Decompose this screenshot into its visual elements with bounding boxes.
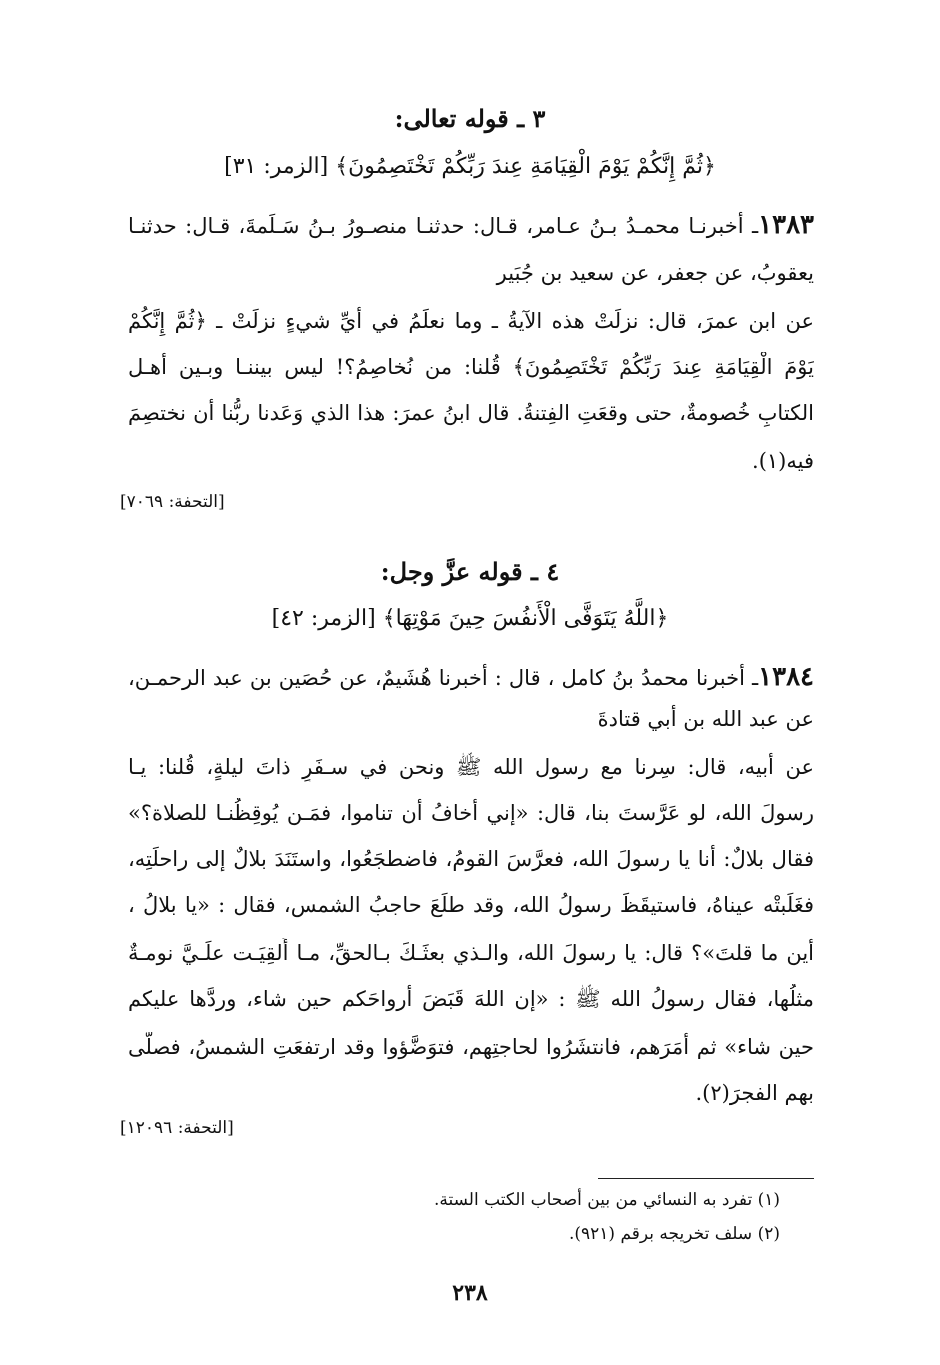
hadith-1383-line-5: الكتابِ خُصومةٌ، حتى وقعَتِ الفِتنةُ. قال ابنُ عمرَ: هذا الذي وَعَدنا ربُّنا أن نختصِمَ (128, 401, 814, 425)
hadith-1383-number: ١٣٨٣ (758, 210, 814, 240)
hadith-1383-line-4: يَوْمَ الْقِيَامَةِ عِندَ رَبِّكُمْ تَخْتَصِمُونَ﴾ قُلنا: من نُخاصِمُ؟! ليس بيننـا وبـين أهـل (128, 355, 814, 379)
hadith-1384-line-5: فقال بلالٌ: أنا يا رسولَ الله، فعرَّسَ القومُ، فاضطجَعُوا، واستَنَدَ بلالٌ إلى راحلَتِه، (128, 847, 814, 871)
page-number: ٢٣٨ (452, 1280, 488, 1306)
section-3-heading: ٣ ـ قوله تعالى: (394, 104, 546, 133)
hadith-1383-line-1: ١٣٨٣ـ أخبرنـا محمـدُ بـنُ عـامر، قـال: حدثنـا منصـورُ بـنُ سَـلَمةَ، قـال: حدثنـا (128, 210, 814, 240)
hadith-1384-line-1: ١٣٨٤ـ أخبرنا محمدُ بنُ كامل ، قال : أخبرنا هُشَيمٌ، عن حُصَين بن عبد الرحمـن، (128, 662, 814, 692)
hadith-1383-tuhfa-ref: [التحفة: ٧٠٦٩] (120, 492, 225, 512)
hadith-1384-line-9: حين شاء» ثم أمَرَهم، فانتشَرُوا لحاجتِهم، فتوَضَّؤوا وقد ارتفعَتِ الشمسُ، فصلَّى (128, 1035, 814, 1059)
hadith-1384-line-3: عن أبيه، قال: سِرنا مع رسول الله ﷺ ونحن في سـفَرٍ ذاتَ ليلةٍ، قُلنا: يـا (128, 755, 814, 779)
hadith-1383-line-3: عن ابن عمرَ، قال: نزلَتْ هذه الآيةُ ـ وما نعلَمُ في أيِّ شيءٍ نزلَتْ ـ ﴿ثُمَّ إِنَّكُمْ (128, 309, 814, 333)
hadith-1384-number: ١٣٨٤ (758, 662, 814, 692)
footnote-2: (٢) سلف تخريجه برقم (٩٢١). (568, 1224, 780, 1244)
hadith-1384-line-6: فغَلَبتْه عيناهُ، فاستيقَظَ رسولُ الله، وقد طلَعَ حاجبُ الشمس، فقال : «يا بلالُ ، (128, 893, 814, 917)
hadith-1384-line-7: أين ما قلتَ»؟ قال: يا رسولَ الله، والـذي بعثَـكَ بـالحقِّ، مـا أُلقِيَـت علَـيَّ نومـةٌ (128, 941, 814, 965)
hadith-1383-line-6: فيه(١). (752, 449, 814, 473)
section-4-verse: ﴿اللَّهُ يَتَوَفَّى الْأَنفُسَ حِينَ مَوْتِهَا﴾ [الزمر: ٤٢] (271, 606, 669, 631)
hadith-1384-line-4: رسولَ الله، لو عَرَّستَ بنا، قال: «إني أخافُ أن تناموا، فمَـن يُوقِظُنـا للصلاة؟» (128, 801, 814, 825)
footnote-divider (598, 1178, 814, 1179)
footnote-1: (١) تفرد به النسائي من بين أصحاب الكتب الستة. (433, 1190, 780, 1210)
hadith-1383-line-2: يعقوبُ، عن جعفر، عن سعيد بن جُبَير (496, 261, 814, 285)
hadith-1384-line-10: بهم الفجرَ(٢). (695, 1081, 814, 1105)
hadith-1384-line-8: مثلُها، فقال رسولُ الله ﷺ : «إن اللهَ قَبَضَ أرواحَكم حين شاء، وردَّها عليكم (128, 987, 814, 1011)
section-3-verse: ﴿ثُمَّ إِنَّكُمْ يَوْمَ الْقِيَامَةِ عِندَ رَبِّكُمْ تَخْتَصِمُونَ﴾ [الزمر: ٣١] (224, 154, 716, 179)
section-4-heading: ٤ ـ قوله عزَّ وجل: (380, 557, 560, 586)
hadith-1384-tuhfa-ref: [التحفة: ١٢٠٩٦] (120, 1118, 234, 1138)
hadith-1384-line-2: عن عبد الله بن أبي قتادةَ (597, 707, 814, 731)
